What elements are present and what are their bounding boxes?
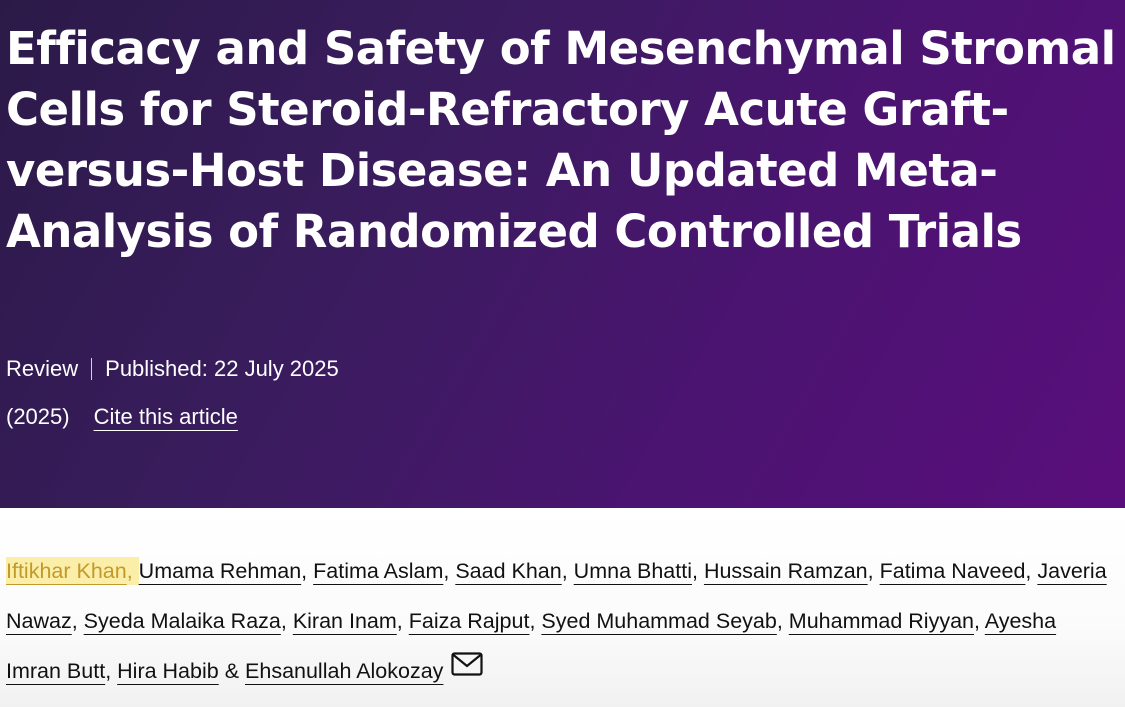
mail-icon-graphic [451, 652, 483, 676]
author-link[interactable]: Javeria Nawaz [6, 559, 1107, 633]
author-separator: , [691, 559, 704, 583]
author-separator: , [1025, 559, 1038, 583]
author-separator: & [218, 659, 246, 683]
author-link[interactable]: Ayesha Imran Butt [6, 609, 1057, 683]
author-link[interactable]: Umna Bhatti [573, 559, 692, 583]
author-link[interactable]: Fatima Aslam [313, 559, 444, 583]
article-year: (2025) [6, 404, 70, 429]
author-link[interactable]: Muhammad Riyyan [788, 609, 974, 633]
article-meta [6, 356, 339, 382]
author-separator: , [776, 609, 789, 633]
author-link[interactable]: Syed Muhammad Seyab [541, 609, 777, 633]
author-link[interactable]: Syeda Malaika Raza [83, 609, 281, 633]
author-separator: , [280, 609, 293, 633]
author-separator: , [301, 559, 314, 583]
published-date: Published: 22 July 2025 [105, 356, 339, 381]
article-citation-row [6, 404, 238, 430]
author-link[interactable]: Hussain Ramzan [703, 559, 868, 583]
author-separator: , [529, 609, 542, 633]
cite-this-article-link[interactable]: Cite this article [93, 404, 238, 429]
meta-divider [91, 358, 92, 380]
author-separator: , [561, 559, 574, 583]
author-separator: , [443, 559, 456, 583]
article-title: Efficacy and Safety of Mesenchymal Stromal Cells for Steroid-Refractory Acute Graft-versus-Host Disease: An Updated Meta-Analysis of Randomized Controlled Trials [6, 22, 1116, 258]
author-link[interactable]: Ehsanullah Alokozay [245, 659, 444, 683]
author-separator: , [974, 609, 985, 633]
author-separator: , [105, 659, 118, 683]
author-link[interactable]: Kiran Inam [292, 609, 397, 633]
author-link[interactable]: Fatima Naveed [879, 559, 1026, 583]
author-link[interactable]: Saad Khan [455, 559, 562, 583]
article-type: Review [6, 356, 79, 381]
author-separator: , [396, 609, 409, 633]
author-separator: , [71, 609, 84, 633]
author-link[interactable]: Faiza Rajput [408, 609, 530, 633]
author-link[interactable]: Hira Habib [117, 659, 219, 683]
author-separator: , [126, 559, 139, 583]
author-link[interactable]: Umama Rehman [138, 559, 302, 583]
author-separator: , [867, 559, 880, 583]
authors-section [0, 508, 1125, 707]
mail-icon[interactable] [451, 644, 483, 694]
author-link[interactable]: Iftikhar Khan [6, 559, 127, 583]
author-list [6, 546, 1116, 697]
